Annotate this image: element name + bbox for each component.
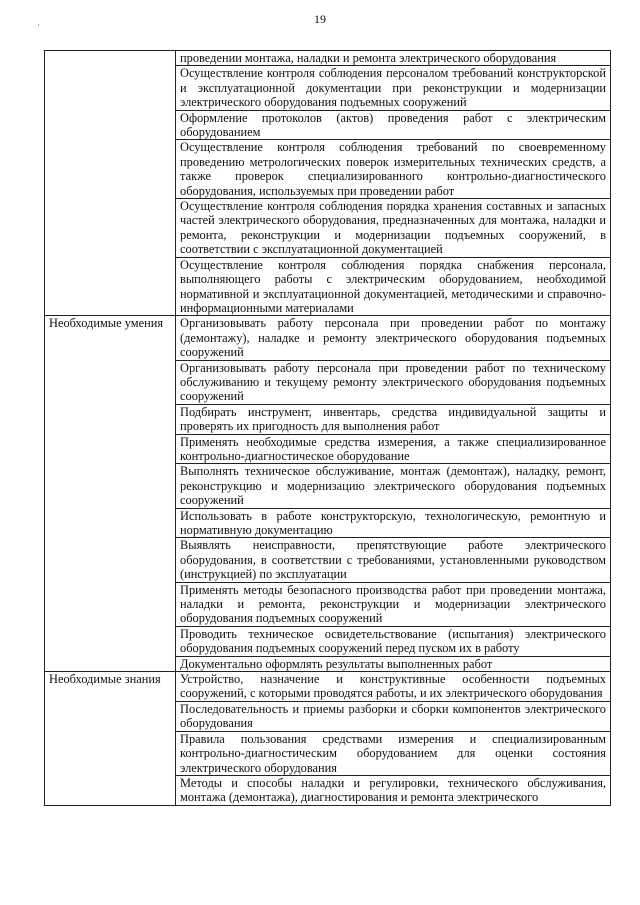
requirement-text: Устройство, назначение и конструктивные особенности подъемных сооружений, с которыми проводятся работы, и их электрического оборудования (176, 672, 611, 702)
requirement-text: Последовательность и приемы разборки и сборки компонентов электрического оборудования (176, 701, 611, 731)
requirement-text: Подбирать инструмент, инвентарь, средства индивидуальной защиты и проверять их пригодность для выполнения работ (176, 404, 611, 434)
requirement-text: Методы и способы наладки и регулировки, технического обслуживания, монтажа (демонтажа), диагностирования и ремонта электрического (176, 775, 611, 805)
requirement-text: Осуществление контроля соблюдения персоналом требований конструкторской и эксплуатационной документации при реконструкции и модернизации электрического оборудования подъемных сооружений (176, 66, 611, 110)
requirement-text: Применять методы безопасного производства работ при проведении монтажа, наладки и ремонта, реконструкции и модернизации электрического оборудования подъемных сооружений (176, 582, 611, 626)
requirement-text: Применять необходимые средства измерения, а также специализированное контрольно-диагностическое оборудование (176, 434, 611, 464)
requirement-text: Проводить техническое освидетельствование (испытания) электрического оборудования подъемных сооружений перед пуском их в работу (176, 626, 611, 656)
requirement-text: Осуществление контроля соблюдения требований по своевременному проведению метрологических поверок измерительных технических средств, а также проверок специализированного контрольно-диагностического оборудования, используемых при проведении работ (176, 140, 611, 199)
requirement-text: Использовать в работе конструкторскую, технологическую, ремонтную и нормативную документацию (176, 508, 611, 538)
table-row (45, 672, 611, 702)
requirement-text: проведении монтажа, наладки и ремонта электрического оборудования (176, 51, 611, 66)
requirement-text: Организовывать работу персонала при проведении работ по монтажу (демонтажу), наладке и ремонту электрического оборудования подъемных сооружений (176, 316, 611, 360)
corner-mark: · (37, 20, 40, 30)
requirement-text: Документально оформлять результаты выполненных работ (176, 656, 611, 671)
requirement-text: Осуществление контроля соблюдения порядка хранения составных и запасных частей электрического оборудования, предназначенных для монтажа, наладки и ремонта, реконструкции и модернизации подъемных сооружений, в соответствии с эксплуатационной документацией (176, 199, 611, 258)
table-row (45, 51, 611, 66)
requirement-text: Выявлять неисправности, препятствующие работе электрического оборудования, в соответствии с требованиями, установленными руководством (инструкцией) по эксплуатации (176, 538, 611, 582)
requirements-table (44, 50, 611, 806)
requirement-text: Правила пользования средствами измерения и специализированным контрольно-диагностическим оборудованием для оценки состояния электрического оборудования (176, 731, 611, 775)
section-label: Необходимые умения (45, 316, 176, 672)
table-row (45, 316, 611, 360)
requirement-text: Осуществление контроля соблюдения порядка снабжения персонала, выполняющего работы с электрическим оборудованием, необходимой нормативной и эксплуатационной документацией, методическими и справочно-информационными материалами (176, 257, 611, 316)
page-number: 19 (314, 12, 326, 26)
requirement-text: Выполнять техническое обслуживание, монтаж (демонтаж), наладку, ремонт, реконструкцию и модернизацию электрического оборудования подъемных сооружений (176, 464, 611, 508)
section-label: Необходимые знания (45, 672, 176, 806)
section-label (45, 51, 176, 316)
requirement-text: Организовывать работу персонала при проведении работ по техническому обслуживанию и текущему ремонту электрического оборудования подъемных сооружений (176, 360, 611, 404)
requirement-text: Оформление протоколов (актов) проведения работ с электрическим оборудованием (176, 110, 611, 140)
